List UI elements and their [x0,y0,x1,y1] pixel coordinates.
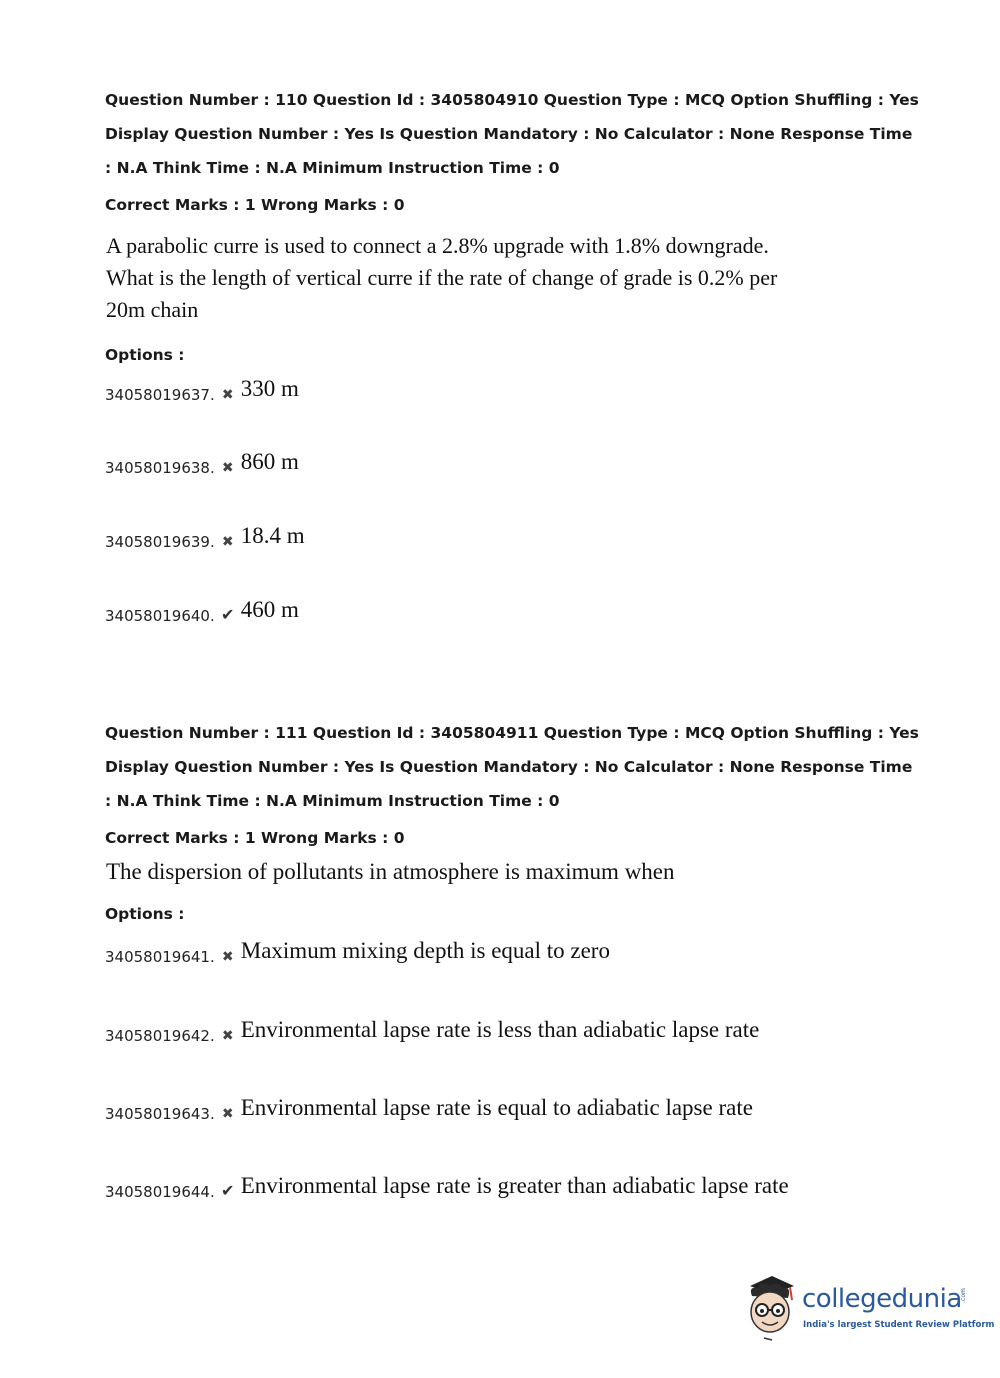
option-item[interactable] [105,934,610,968]
option-item[interactable] [105,372,299,406]
cross-icon: ✖ [221,1106,234,1122]
question-text-line: 20m chain [106,297,199,322]
question-marks: Correct Marks : 1 Wrong Marks : 0 [105,829,405,847]
options-label: Options : [105,905,185,923]
meta-line: : N.A Think Time : N.A Minimum Instruction Time : 0 [105,792,560,810]
logo-name: collegedunia [802,1284,962,1314]
meta-line: Question Number : 111 Question Id : 3405804911 Question Type : MCQ Option Shuffling : Yes [105,724,919,742]
question-meta [105,83,925,185]
option-id: 34058019641. [105,948,215,966]
cross-icon: ✖ [221,460,234,476]
option-id: 34058019644. [105,1183,215,1201]
option-id: 34058019640. [105,607,215,625]
meta-line: : N.A Think Time : N.A Minimum Instruction Time : 0 [105,159,560,177]
option-text: 460 m [240,597,299,622]
option-text: Environmental lapse rate is equal to adiabatic lapse rate [240,1095,753,1120]
check-icon: ✔ [221,1181,235,1200]
option-item[interactable] [105,1091,753,1125]
cross-icon: ✖ [221,534,234,550]
question-text-line: The dispersion of pollutants in atmosphere is maximum when [106,859,675,884]
option-item[interactable] [105,519,305,553]
option-text: Environmental lapse rate is less than adiabatic lapse rate [240,1017,760,1042]
option-id: 34058019642. [105,1027,215,1045]
option-text: 330 m [240,376,299,401]
cross-icon: ✖ [221,949,234,965]
check-icon: ✔ [221,605,235,624]
option-text: 860 m [240,449,299,474]
cross-icon: ✖ [221,387,234,403]
question-text-line: What is the length of vertical curre if the rate of change of grade is 0.2% per [106,265,778,290]
logo-suffix: .com [959,1288,967,1303]
option-text: Environmental lapse rate is greater than adiabatic lapse rate [240,1173,789,1198]
option-id: 34058019643. [105,1105,215,1123]
option-item[interactable] [105,1169,789,1203]
collegedunia-logo [742,1272,995,1342]
option-id: 34058019639. [105,533,215,551]
meta-line: Display Question Number : Yes Is Question Mandatory : No Calculator : None Response Time [105,125,913,143]
question-text-line: A parabolic curre is used to connect a 2.8% upgrade with 1.8% downgrade. [106,233,769,258]
question-marks: Correct Marks : 1 Wrong Marks : 0 [105,196,405,214]
mascot-icon [742,1272,800,1342]
logo-tagline: India's largest Student Review Platform [803,1320,995,1330]
options-label: Options : [105,346,185,364]
option-text: 18.4 m [240,523,305,548]
option-item[interactable] [105,593,299,627]
meta-line: Display Question Number : Yes Is Question Mandatory : No Calculator : None Response Time [105,758,913,776]
question-meta [105,716,925,818]
cross-icon: ✖ [221,1028,234,1044]
question-text [106,230,777,326]
question-text [106,856,675,888]
option-id: 34058019638. [105,459,215,477]
option-item[interactable] [105,445,299,479]
option-item[interactable] [105,1013,759,1047]
option-id: 34058019637. [105,386,215,404]
meta-line: Question Number : 110 Question Id : 3405804910 Question Type : MCQ Option Shuffling : Yes [105,91,919,109]
option-text: Maximum mixing depth is equal to zero [240,938,610,963]
